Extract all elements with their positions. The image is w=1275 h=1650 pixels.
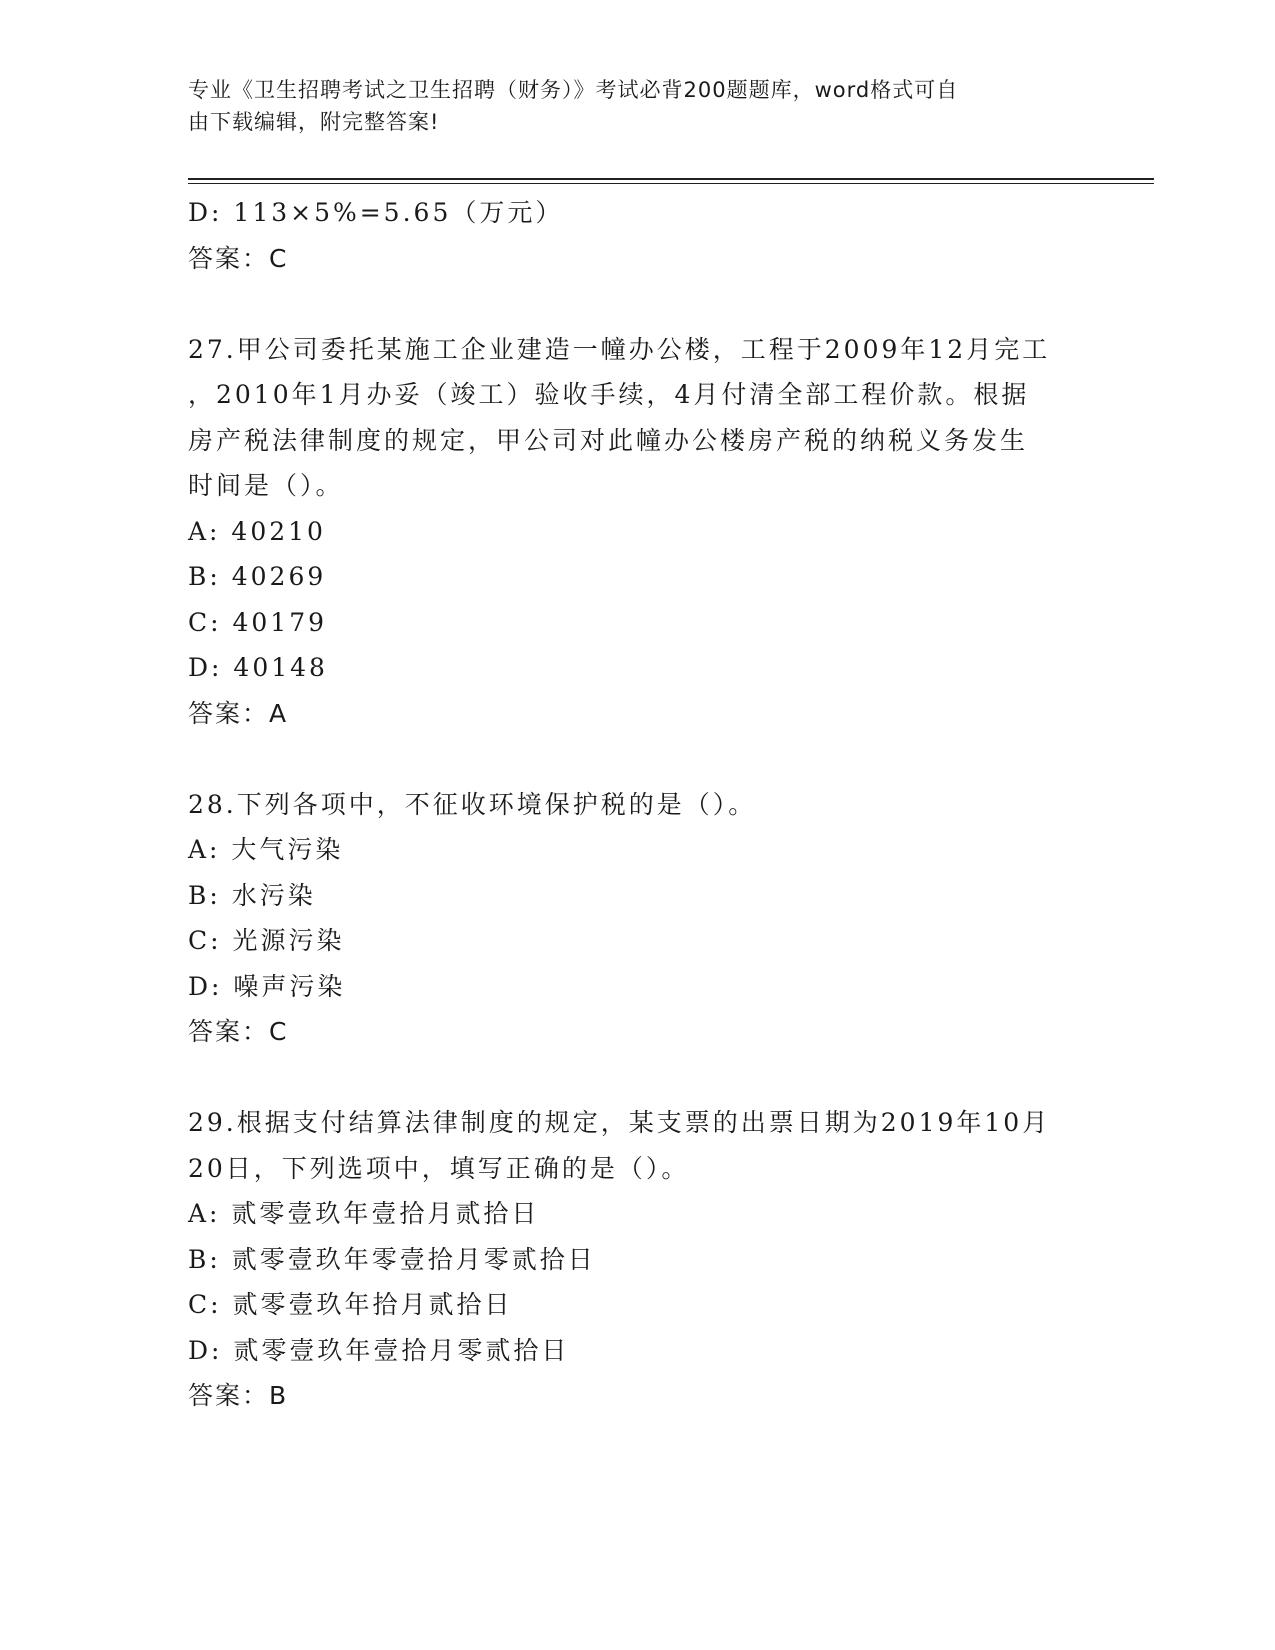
option-a: A: 大气污染 <box>188 835 344 864</box>
previous-question-tail <box>188 190 1088 281</box>
header-title-line-1: 专业《卫生招聘考试之卫生招聘（财务）》考试必背200题题库，word格式可自 <box>188 78 959 102</box>
option-d: D: 噪声污染 <box>188 971 346 1001</box>
question-29 <box>188 1100 1088 1419</box>
option-b: B: 水污染 <box>188 880 316 910</box>
option-c: C: 光源污染 <box>188 926 345 955</box>
option-d: D: 40148 <box>188 653 328 682</box>
header-divider <box>188 178 1154 184</box>
option-b: B: 40269 <box>188 562 327 591</box>
question-28 <box>188 782 1088 1055</box>
spacer <box>188 1055 1088 1101</box>
header-title-line-2: 由下载编辑，附完整答案! <box>188 110 440 134</box>
question-stem-line: 28.下列各项中，不征收环境保护税的是（）。 <box>188 789 757 819</box>
question-stem-line: 29.根据支付结算法律制度的规定，某支票的出票日期为2019年10月 <box>188 1108 1051 1137</box>
option-d: D: 113×5%=5.65（万元） <box>188 198 564 227</box>
option-b: B: 贰零壹玖年零壹拾月零贰拾日 <box>188 1244 596 1274</box>
question-content <box>188 190 1088 1419</box>
spacer <box>188 281 1088 327</box>
answer-line: 答案：C <box>188 1017 289 1046</box>
spacer <box>188 736 1088 782</box>
document-header <box>188 74 1068 138</box>
option-c: C: 贰零壹玖年拾月贰拾日 <box>188 1290 513 1319</box>
answer-line: 答案：B <box>188 1381 289 1410</box>
question-stem-line: 20日，下列选项中，填写正确的是（）。 <box>188 1153 690 1183</box>
question-stem-line: 时间是（）。 <box>188 471 344 500</box>
answer-line: 答案：A <box>188 698 289 728</box>
option-a: A: 40210 <box>188 516 326 546</box>
option-d: D: 贰零壹玖年壹拾月零贰拾日 <box>188 1335 570 1365</box>
answer-line: 答案：C <box>188 243 289 273</box>
option-a: A: 贰零壹玖年壹拾月贰拾日 <box>188 1199 540 1228</box>
question-stem-line: ，2010年1月办妥（竣工）验收手续，4月付清全部工程价款。根据 <box>188 380 1030 409</box>
question-27 <box>188 327 1088 737</box>
question-stem-line: 27.甲公司委托某施工企业建造一幢办公楼，工程于2009年12月完工 <box>188 334 1051 364</box>
option-c: C: 40179 <box>188 607 328 637</box>
question-stem-line: 房产税法律制度的规定，甲公司对此幢办公楼房产税的纳税义务发生 <box>188 425 1029 455</box>
